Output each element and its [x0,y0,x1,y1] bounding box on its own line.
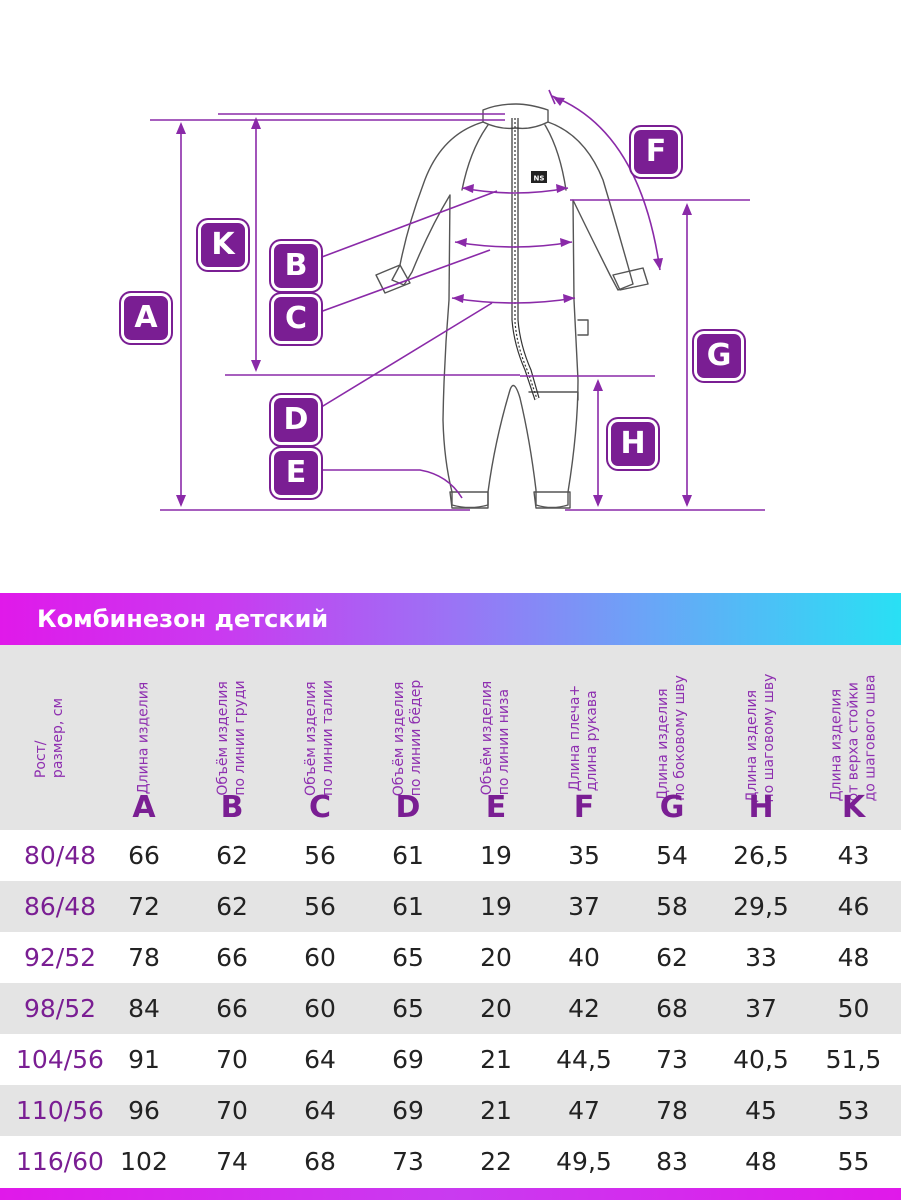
value-c: 64 [304,1096,336,1125]
value-a: 66 [128,841,160,870]
value-k: 53 [837,1096,870,1125]
value-d: 65 [392,943,424,972]
header-label: Рост/ размер, см [33,697,66,779]
value-f: 37 [568,892,600,921]
size-cell: 92/52 [23,943,97,972]
header-letter: C [308,790,332,825]
value-b: 70 [216,1096,248,1125]
value-b: 66 [216,994,248,1023]
value-c: 64 [304,1045,336,1074]
table-row [0,1034,901,1085]
value-k: 55 [837,1147,870,1176]
measurement-diagram [0,0,901,560]
header-f [540,645,628,830]
table-row [0,1136,901,1187]
size-cell: 104/56 [16,1045,104,1074]
value-b: 70 [216,1045,248,1074]
header-label: Длина плеча+ длина рукава [567,684,600,792]
value-b: 74 [216,1147,248,1176]
value-a: 78 [128,943,160,972]
title-bar [0,593,901,645]
value-g: 83 [656,1147,688,1176]
value-h: 29,5 [733,892,789,921]
value-f: 49,5 [556,1147,612,1176]
label-h-badge: H [611,422,655,466]
table-row [0,932,901,983]
value-g: 73 [656,1045,688,1074]
size-cell: 86/48 [23,892,97,921]
header-a [100,645,188,830]
header-letter: F [573,790,595,825]
value-h: 45 [745,1096,777,1125]
label-a-badge: A [124,296,168,340]
value-d: 61 [392,892,424,921]
header-b [188,645,276,830]
header-e [452,645,540,830]
value-f: 44,5 [556,1045,612,1074]
size-cell: 98/52 [23,994,97,1023]
header-label: Объём изделия по линии талии [303,680,336,796]
value-d: 69 [392,1096,424,1125]
value-h: 26,5 [733,841,789,870]
value-d: 65 [392,994,424,1023]
header-label: Длина изделия [135,681,152,795]
value-d: 69 [392,1045,424,1074]
header-h [716,645,806,830]
value-c: 56 [304,841,336,870]
value-a: 72 [128,892,160,921]
value-k: 48 [837,943,870,972]
header-label: Длина изделия по боковому шву [655,675,688,801]
value-h: 40,5 [733,1045,789,1074]
label-c-badge: C [274,297,318,341]
value-g: 62 [656,943,688,972]
value-k: 43 [837,841,870,870]
value-c: 60 [304,943,336,972]
table-title: Комбинезон детский [37,605,329,633]
table-header [0,645,901,830]
value-e: 20 [480,994,512,1023]
label-g-badge: G [697,334,741,378]
value-g: 68 [656,994,688,1023]
value-a: 84 [128,994,160,1023]
value-k: 51,5 [825,1045,882,1074]
label-d-badge: D [274,398,318,442]
size-cell: 116/60 [16,1147,104,1176]
size-cell: 80/48 [23,841,97,870]
header-letter: G [659,790,685,825]
brand-tag-text: NS [533,174,545,183]
size-table [0,830,901,1187]
value-e: 20 [480,943,512,972]
label-e-badge: E [274,451,318,495]
header-c [276,645,364,830]
value-a: 102 [120,1147,168,1176]
header-size [0,645,100,830]
table-row [0,881,901,932]
table-row [0,983,901,1034]
header-label: Объём изделия по линии бёдер [391,679,424,797]
value-c: 56 [304,892,336,921]
value-b: 62 [216,892,248,921]
value-e: 19 [480,841,512,870]
value-c: 68 [304,1147,336,1176]
value-d: 73 [392,1147,424,1176]
header-d [364,645,452,830]
value-e: 21 [480,1096,512,1125]
value-b: 62 [216,841,248,870]
value-e: 22 [480,1147,512,1176]
header-letter: E [485,790,507,825]
jumpsuit-drawing [0,0,901,560]
label-f-badge: F [634,130,678,174]
value-f: 35 [568,841,600,870]
value-c: 60 [304,994,336,1023]
header-letter: A [132,790,156,825]
table-row [0,1085,901,1136]
value-a: 91 [128,1045,160,1074]
header-label: Объём изделия по линии низа [479,680,512,796]
value-b: 66 [216,943,248,972]
header-letter: K [841,790,866,825]
header-g [628,645,716,830]
header-letter: B [220,790,244,825]
header-k [806,645,901,830]
value-g: 58 [656,892,688,921]
value-e: 19 [480,892,512,921]
value-f: 40 [568,943,600,972]
value-k: 50 [837,994,870,1023]
value-e: 21 [480,1045,512,1074]
value-f: 47 [568,1096,600,1125]
value-h: 48 [745,1147,777,1176]
value-f: 42 [568,994,600,1023]
value-g: 54 [656,841,688,870]
label-b-badge: B [274,244,318,288]
size-cell: 110/56 [16,1096,104,1125]
header-label: Объём изделия по линии груди [215,680,248,796]
header-letter: D [395,790,421,825]
value-g: 78 [656,1096,688,1125]
value-a: 96 [128,1096,160,1125]
value-k: 46 [837,892,870,921]
value-h: 37 [745,994,777,1023]
label-k-badge: K [201,223,245,267]
header-label: Длина изделия от верха стойки до шагового шва [828,674,878,802]
header-label: Длина изделия по шаговому шву [744,673,777,803]
header-letter: H [748,790,774,825]
table-row [0,830,901,881]
value-h: 33 [745,943,777,972]
bottom-accent-bar [0,1188,901,1200]
value-d: 61 [392,841,424,870]
